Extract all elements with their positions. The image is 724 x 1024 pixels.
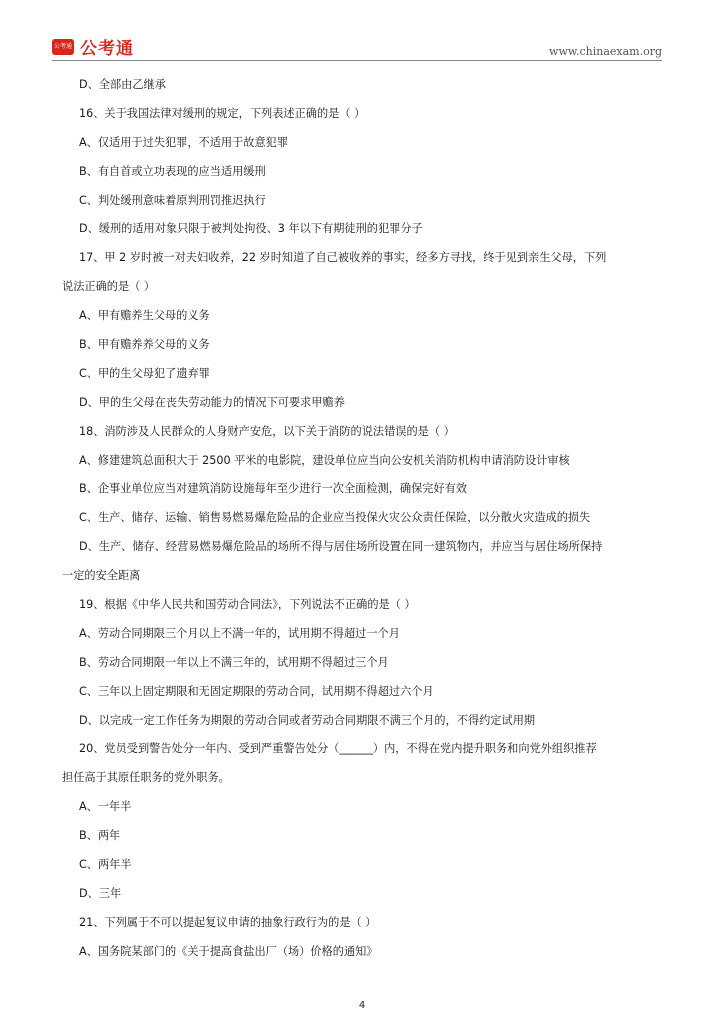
- question-text: 17、甲 2 岁时被一对夫妇收养，22 岁时知道了自己被收养的事实，经多方寻找，终于见到亲生父母，下列: [79, 251, 607, 265]
- answer-option: D、全部由乙继承: [79, 78, 166, 91]
- question-text: 20、党员受到警告处分一年内、受到严重警告处分（______）内，不得在党内提升职务和向党外组织推荐: [79, 742, 597, 756]
- question-text: 16、关于我国法律对缓刑的规定，下列表述正确的是（ ）: [79, 106, 366, 120]
- logo-text: 公考通: [80, 39, 134, 59]
- page-header: [0, 0, 724, 62]
- answer-option: C、甲的生父母犯了遗弃罪: [79, 366, 210, 380]
- question-text: 18、消防涉及人民群众的人身财产安危，以下关于消防的说法错误的是（ ）: [79, 424, 455, 438]
- answer-option: A、仅适用于过失犯罪，不适用于故意犯罪: [79, 135, 289, 149]
- logo-badge-icon: 公考通: [52, 39, 74, 55]
- answer-option: D、生产、储存、经营易燃易爆危险品的场所不得与居住场所设置在同一建筑物内，并应当与居住场所保持: [79, 540, 603, 554]
- answer-option: A、国务院某部门的《关于提高食盐出厂（场）价格的通知》: [79, 944, 378, 958]
- site-url: www.chinaexam.org: [549, 45, 662, 58]
- answer-option: C、生产、储存、运输、销售易燃易爆危险品的企业应当投保火灾公众责任保险，以分散火灾造成的损失: [79, 511, 591, 525]
- brand-logo: [52, 34, 134, 59]
- answer-option: D、甲的生父母在丧失劳动能力的情况下可要求甲赡养: [79, 395, 345, 409]
- answer-option: C、判处缓刑意味着原判刑罚推迟执行: [79, 193, 266, 207]
- question-text-continued: 一定的安全距离: [62, 569, 141, 583]
- answer-option: B、有自首或立功表现的应当适用缓刑: [79, 164, 266, 178]
- answer-option: B、企事业单位应当对建筑消防设施每年至少进行一次全面检测，确保完好有效: [79, 482, 468, 496]
- question-text: 19、根据《中华人民共和国劳动合同法》，下列说法不正确的是（ ）: [79, 598, 416, 612]
- answer-option: A、修建建筑总面积大于 2500 平米的电影院，建设单位应当向公安机关消防机构申请消防设计审核: [79, 453, 570, 467]
- question-text-continued: 担任高于其原任职务的党外职务。: [62, 771, 230, 785]
- answer-option: B、劳动合同期限一年以上不满三年的，试用期不得超过三个月: [79, 655, 389, 669]
- answer-option: D、缓刑的适用对象只限于被判处拘役、3 年以下有期徒刑的犯罪分子: [79, 222, 423, 236]
- answer-option: D、以完成一定工作任务为期限的劳动合同或者劳动合同期限不满三个月的，不得约定试用期: [79, 713, 536, 727]
- page-number: 4: [358, 1000, 366, 1011]
- answer-option: B、两年: [79, 829, 121, 843]
- header-divider: [52, 60, 662, 61]
- answer-option: A、劳动合同期限三个月以上不满一年的，试用期不得超过一个月: [79, 626, 400, 640]
- question-text-continued: 说法正确的是（ ）: [62, 280, 156, 294]
- answer-option: B、甲有赡养养父母的义务: [79, 338, 210, 352]
- answer-option: C、两年半: [79, 858, 132, 872]
- answer-option: D、三年: [79, 886, 122, 900]
- answer-option: A、甲有赡养生父母的义务: [79, 309, 210, 323]
- answer-option: C、三年以上固定期限和无固定期限的劳动合同，试用期不得超过六个月: [79, 684, 434, 698]
- question-text: 21、下列属于不可以提起复议申请的抽象行政行为的是（ ）: [79, 915, 377, 929]
- document-body: [62, 71, 672, 967]
- answer-option: A、一年半: [79, 800, 132, 814]
